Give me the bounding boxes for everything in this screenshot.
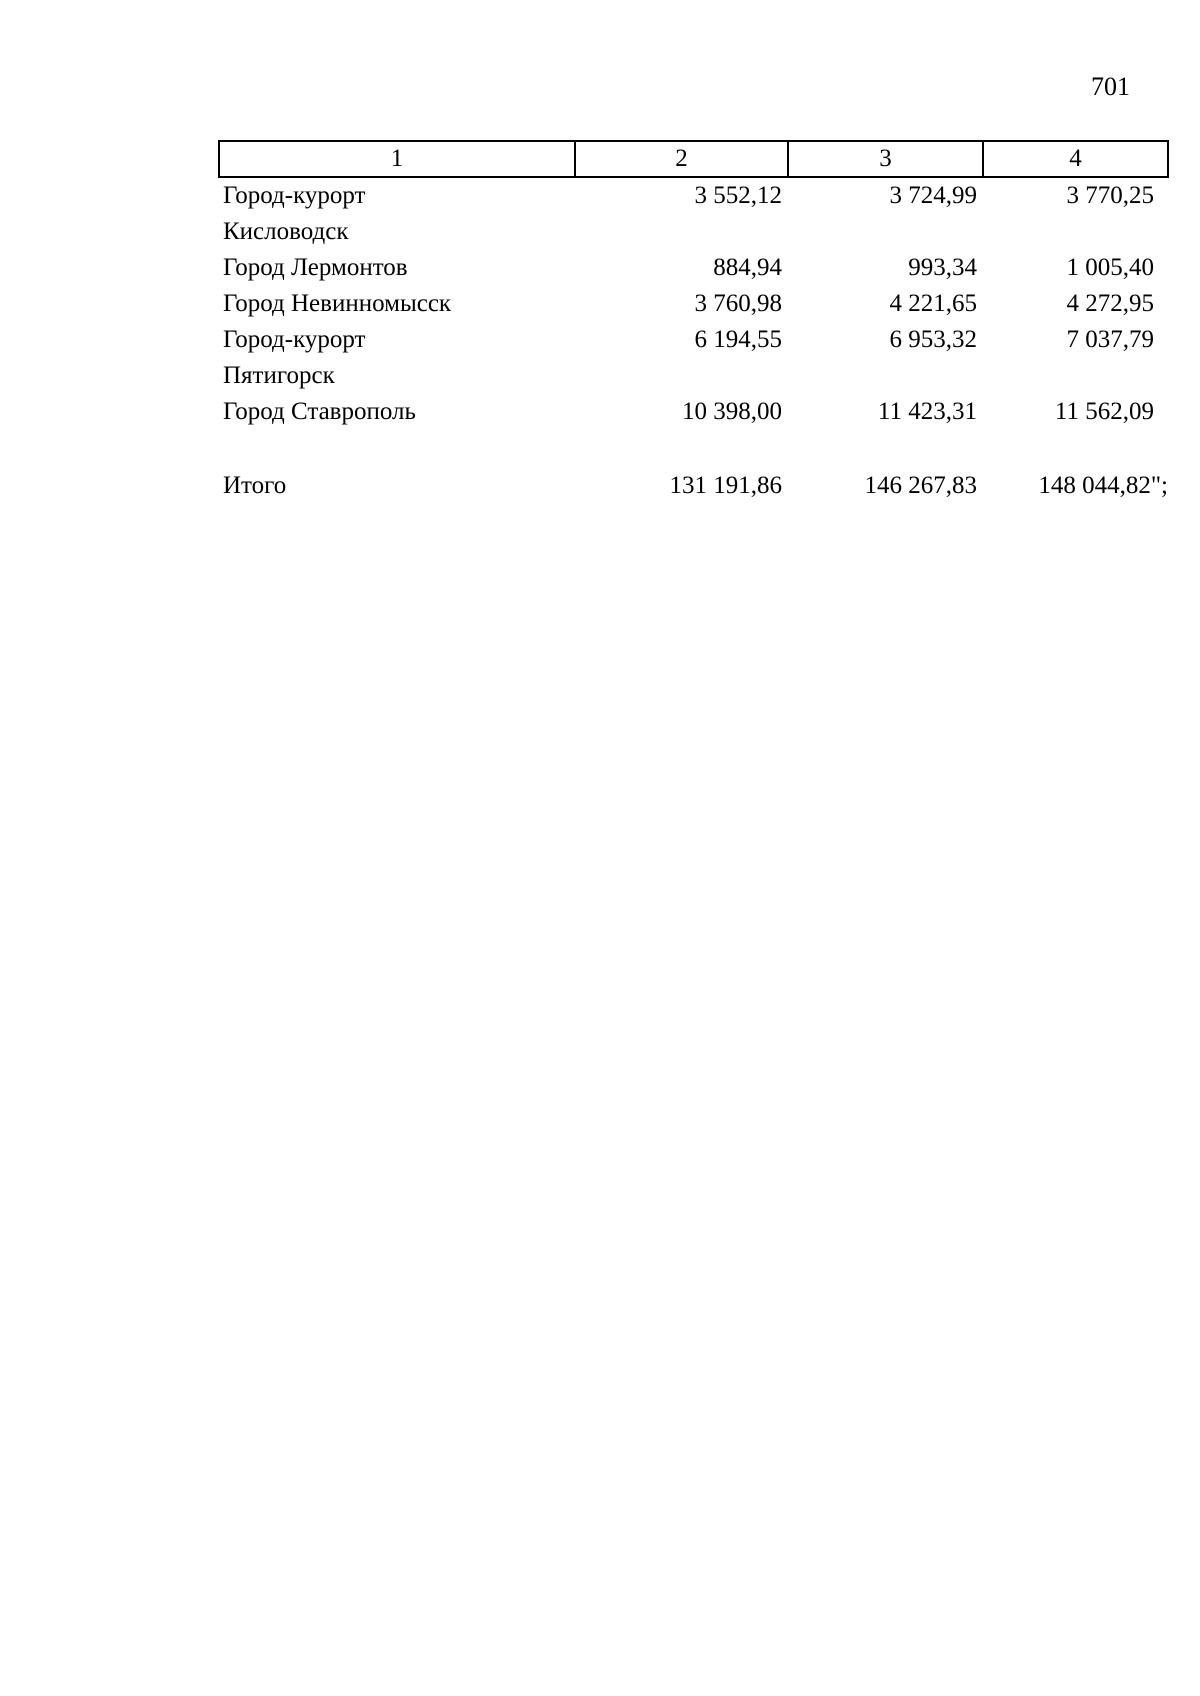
row-value-col4: 3 770,25 xyxy=(1066,182,1154,209)
row-name: Город-курорт Пятигорск xyxy=(223,326,366,389)
table-row xyxy=(219,250,1168,286)
row-name: Город-курорт Кисловодск xyxy=(223,182,366,245)
row-value-col2: 3 760,98 xyxy=(694,290,782,317)
total-label: Итого xyxy=(223,472,287,499)
row-value-col4: 7 037,79 xyxy=(1066,326,1154,353)
row-name: Город Ставрополь xyxy=(223,398,416,425)
row-name: Город Лермонтов xyxy=(223,254,408,281)
spacer-cell xyxy=(219,430,1168,468)
column-header-4: 4 xyxy=(983,141,1168,177)
row-value-col3: 6 953,32 xyxy=(889,326,977,353)
page-number: 701 xyxy=(1091,72,1130,101)
row-value-col3: 993,34 xyxy=(908,254,977,281)
row-value-col3: 4 221,65 xyxy=(889,290,977,317)
column-header-2: 2 xyxy=(575,141,788,177)
row-value-col2: 3 552,12 xyxy=(694,182,782,209)
column-header-1: 1 xyxy=(219,141,575,177)
spacer-row xyxy=(219,430,1168,468)
table-row xyxy=(219,394,1168,430)
table-row xyxy=(219,286,1168,322)
row-value-col3: 11 423,31 xyxy=(877,398,977,425)
column-header-3: 3 xyxy=(788,141,983,177)
table-body xyxy=(219,177,1168,504)
table-row xyxy=(219,177,1168,250)
row-value-col2: 6 194,55 xyxy=(694,326,782,353)
table-row xyxy=(219,322,1168,394)
row-value-col2: 10 398,00 xyxy=(682,398,782,425)
total-value-col3: 146 267,83 xyxy=(864,472,977,499)
data-table xyxy=(218,140,1169,504)
table-header xyxy=(219,141,1168,177)
row-value-col4: 1 005,40 xyxy=(1066,254,1154,281)
row-value-col3: 3 724,99 xyxy=(889,182,977,209)
row-name: Город Невинномысск xyxy=(223,290,452,317)
total-value-col2: 131 191,86 xyxy=(669,472,782,499)
total-row xyxy=(219,468,1168,504)
row-value-col4: 4 272,95 xyxy=(1066,290,1154,317)
total-value-col4: 148 044,82"; xyxy=(1038,472,1168,499)
row-value-col2: 884,94 xyxy=(713,254,782,281)
row-value-col4: 11 562,09 xyxy=(1054,398,1154,425)
